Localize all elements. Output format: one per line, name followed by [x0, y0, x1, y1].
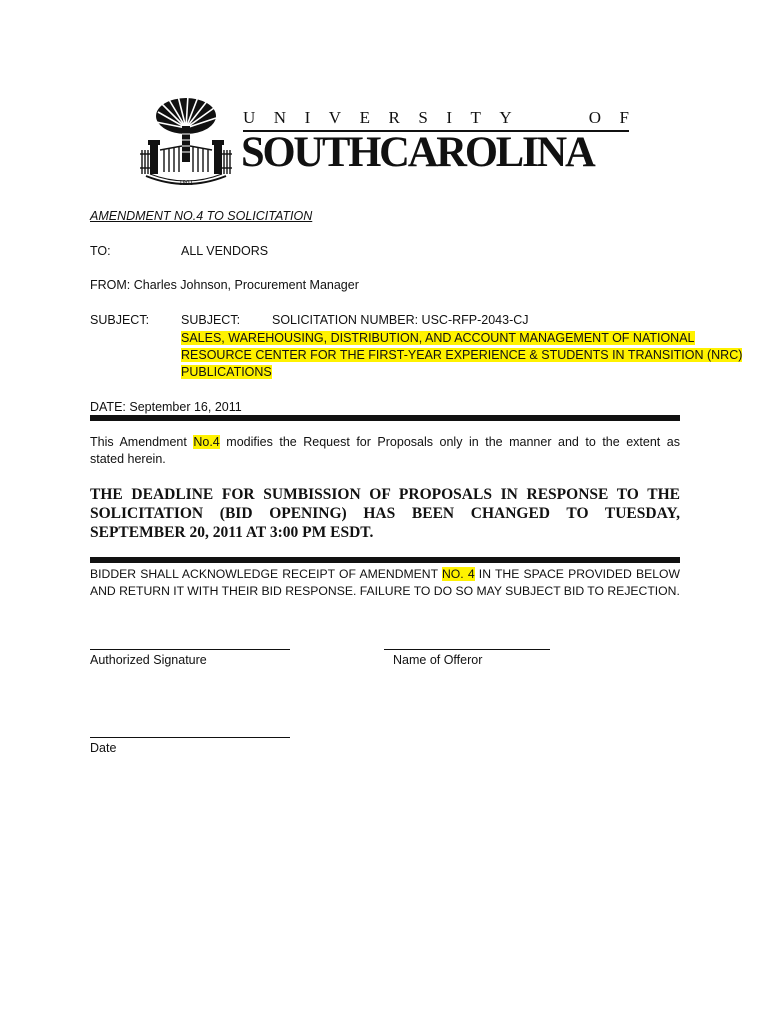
- ack-number-highlight: NO. 4: [441, 567, 475, 581]
- acknowledge-paragraph: BIDDER SHALL ACKNOWLEDGE RECEIPT OF AMENDMENT NO. 4 IN THE SPACE PROVIDED BELOW AND RETURN IT WITH THEIR BID RESPONSE. FAILURE TO DO SO MAY SUBJECT BID TO REJECTION.: [90, 567, 680, 598]
- offeror-name-label: Name of Offeror: [393, 653, 483, 667]
- amendment-title: AMENDMENT NO.4 TO SOLICITATION: [90, 209, 313, 223]
- solicitation-number: SOLICITATION NUMBER: USC-RFP-2043-CJ: [272, 313, 529, 327]
- to-label: TO:: [90, 244, 111, 258]
- deadline-notice: THE DEADLINE FOR SUMBISSION OF PROPOSALS IN RESPONSE TO THE SOLICITATION (BID OPENING) HAS BEEN CHANGED TO TUESDAY, SEPTEMBER 20, 2011 AT 3:00 PM ESDT.: [90, 486, 680, 541]
- subject-line-1: SALES, WAREHOUSING, DISTRIBUTION, AND ACCOUNT MANAGEMENT OF NATIONAL: [181, 331, 695, 345]
- amendment-number-highlight: No.4: [193, 435, 220, 449]
- from-line: FROM: Charles Johnson, Procurement Manager: [90, 278, 359, 292]
- subject-sub-label: SUBJECT:: [181, 313, 241, 327]
- authorized-signature-line[interactable]: [90, 649, 290, 650]
- logo-south-carolina: SOUTHCAROLINA: [241, 129, 594, 176]
- date-signature-line[interactable]: [90, 737, 290, 738]
- subject-label: SUBJECT:: [90, 313, 150, 327]
- subject-line-3: PUBLICATIONS: [181, 365, 272, 379]
- date-signature-label: Date: [90, 741, 117, 755]
- date-line: DATE: September 16, 2011: [90, 400, 242, 414]
- logo-university-of: U N I V E R S I T Y O F: [243, 108, 629, 127]
- offeror-name-line[interactable]: [384, 649, 550, 650]
- university-logo: [140, 88, 640, 192]
- seal-year: 1801: [179, 179, 193, 187]
- palmetto-seal-icon: [140, 88, 232, 192]
- divider-rule-2: [90, 557, 680, 563]
- subject-line-2: RESOURCE CENTER FOR THE FIRST-YEAR EXPERIENCE & STUDENTS IN TRANSITION (NRC): [181, 348, 743, 362]
- amendment-paragraph: This Amendment No.4 modifies the Request for Proposals only in the manner and to the extent as stated herein.: [90, 435, 680, 466]
- to-value: ALL VENDORS: [181, 244, 269, 258]
- authorized-signature-label: Authorized Signature: [90, 653, 207, 667]
- divider-rule-1: [90, 415, 680, 421]
